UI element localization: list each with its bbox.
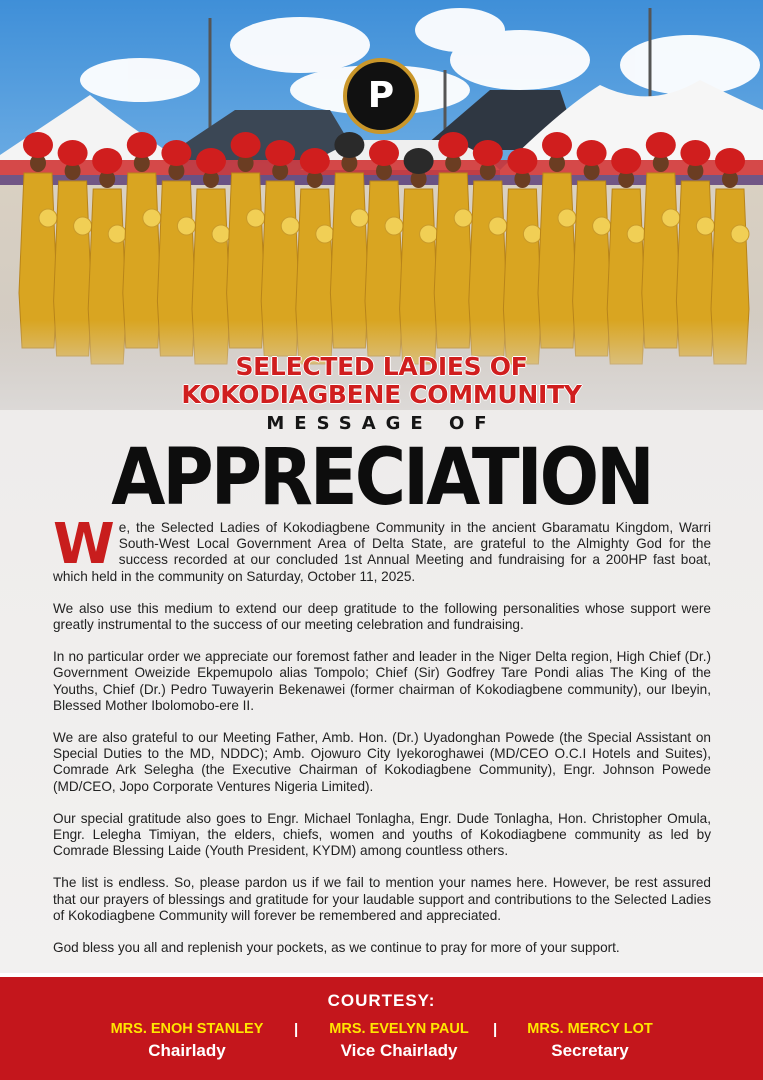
signatory-vice-chairlady	[299, 1021, 499, 1061]
courtesy-footer	[0, 973, 763, 1080]
paragraph-6: The list is endless. So, please pardon us if we fail to mention your names here. However, be rest assured that our prayers of blessings and gratitude for your laudable support and contributions to the Selected Ladies of Kokodiagbene Community will forever be remembered and appreciated.	[53, 875, 711, 923]
courtesy-label: COURTESY:	[327, 991, 436, 1010]
signatory-name: MRS. EVELYN PAUL	[329, 1021, 469, 1037]
paragraph-7: God bless you all and replenish your pockets, as we continue to pray for more of your support.	[53, 940, 620, 956]
drop-cap: W	[53, 512, 115, 577]
paragraph-3: In no particular order we appreciate our foremost father and leader in the Niger Delta region, High Chief (Dr.) Government Oweizide Ekpemupolo alias Tompolo; Chief (Sir) Godfrey Tare Pondi alias The King of the Youths, Chief (Dr.) Pedro Tuwayerin Bekenawei (former chairman of Kokodiagbene community), our Ibeyin, Blessed Mother Ibolomobo-ere II.	[53, 649, 711, 713]
signatory-role: Chairlady	[148, 1041, 226, 1060]
signatory-role: Vice Chairlady	[340, 1041, 458, 1060]
signatory-chairlady	[87, 1021, 287, 1061]
separator: |	[493, 1021, 498, 1038]
group-photo	[0, 0, 763, 410]
signatory-name: MRS. ENOH STANLEY	[110, 1021, 264, 1037]
paragraph-4: We are also grateful to our Meeting Father, Amb. Hon. (Dr.) Uyadonghan Powede (the Special Assistant on Special Duties to the MD, NDDC); Amb. Ojowuro City Iyekoroghawei (MD/CEO O.C.I Hotels and Suites), Comrade Ark Selegha (the Executive Chairman of Kokodiagbene Community), Engr. Johnson Powede (MD/CEO, Jopo Corporate Ventures Nigeria Limited).	[53, 730, 711, 794]
heading-line-1: SELECTED LADIES OF	[235, 352, 528, 381]
paragraph-1	[53, 512, 711, 585]
heading-kicker: MESSAGE OF	[266, 413, 497, 434]
paragraph-1-text: e, the Selected Ladies of Kokodiagbene Community in the ancient Gbaramatu Kingdom, Warri South-West Local Government Area of Delta State, are grateful to the Almighty God for the success recorded at our concluded 1st Annual Meeting and fundraising for a 200HP fast boat, which held in the community on Saturday, October 11, 2025.	[53, 520, 711, 584]
signatory-secretary	[490, 1021, 690, 1061]
heading-line-2: KOKODIAGBENE COMMUNITY	[181, 380, 582, 409]
signatory-name: MRS. MERCY LOT	[527, 1021, 653, 1037]
logo-badge	[343, 58, 419, 134]
message-body	[53, 512, 711, 972]
paragraph-5: Our special gratitude also goes to Engr. Michael Tonlagha, Engr. Dude Tonlagha, Hon. Christopher Omula, Engr. Lelegha Timiyan, the elders, chiefs, women and youths of Kokodiagbene community as led by Comrade Blessing Laide (Youth President, KYDM) among countless others.	[53, 810, 711, 859]
separator: |	[294, 1021, 299, 1038]
logo-letter: P	[367, 75, 395, 116]
paragraph-2: We also use this medium to extend our deep gratitude to the following personalities whose support were greatly instrumental to the success of our meeting celebration and fundraising.	[53, 600, 711, 633]
signatory-role: Secretary	[551, 1041, 629, 1060]
heading-title: APPRECIATION	[111, 431, 652, 523]
